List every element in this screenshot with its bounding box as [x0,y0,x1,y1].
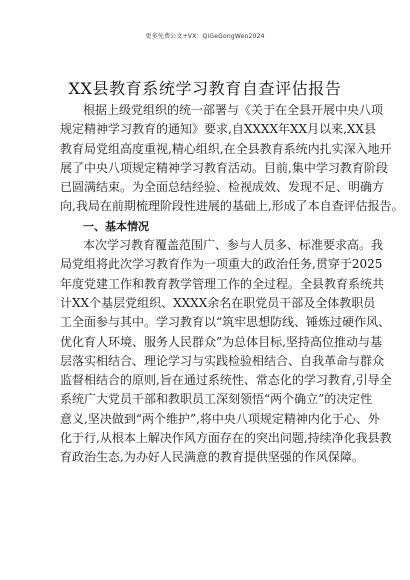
paragraph-line: 已圆满结束。为全面总结经验、检视成效、发现不足、明确方 [60,180,385,195]
paragraph-line: 本次学习教育覆盖范围广、参与人员多、标准要求高。我 [83,238,384,253]
paragraph-line: 育政治生态,为办好人民满意的教育提供坚强的作风保障。 [60,450,364,465]
paragraph-line: 计XX个基层党组织、XXXX余名在职党员干部及全体教职员 [60,295,376,310]
paragraph-line: 化于行,从根本上解决作风方面存在的突出问题,持续净化我县教 [60,431,392,446]
paragraph-line: 意义,坚决做到“两个维护”,将中央八项规定精神内化于心、外 [60,411,380,426]
paragraph-line: 系统广大党员干部和教职员工深刻领悟“两个确立”的决定性 [60,392,373,407]
document-title: XX县教育系统学习教育自查评估报告 [68,79,342,98]
paragraph-line: 教育局党组高度重视,精心组织,在全县教育系统内扎实深入地开 [60,141,392,156]
paragraph-line: 向,我局在前期梳理阶段性进展的基础上,形成了本自查评估报告。 [60,199,404,214]
paragraph-line: 年度党建工作和教育教学管理工作的全过程。全县教育系统共 [60,276,385,291]
paragraph-line: 规定精神学习教育的通知》要求,自XXXX年XX月以来,XX县 [60,122,376,137]
paragraph-line: 局党组将此次学习教育作为一项重大的政治任务,贯穿于2025 [60,257,383,272]
section-heading: 一、基本情况 [83,219,149,233]
header-note: 更多免费公文+VX：QiGeGongWen2024 [145,33,265,40]
paragraph-line: 层落实相结合、理论学习与实践检验相结合、自我革命与群众 [60,353,385,368]
paragraph-line: 监督相结合的原则,旨在通过系统性、常态化的学习教育,引导全 [60,373,392,388]
document-body [60,101,404,468]
paragraph-line: 优化育人环境、服务人民群众”为总体目标,坚持高位推动与基 [60,334,382,349]
paragraph-line: 根据上级党组织的统一部署与《关于在全县开展中央八项 [83,103,384,117]
paragraph-line: 展了中央八项规定精神学习教育活动。目前,集中学习教育阶段 [60,160,388,175]
paragraph-line: 工全面参与其中。学习教育以“筑牢思想防线、锤炼过硬作风、 [60,315,391,330]
